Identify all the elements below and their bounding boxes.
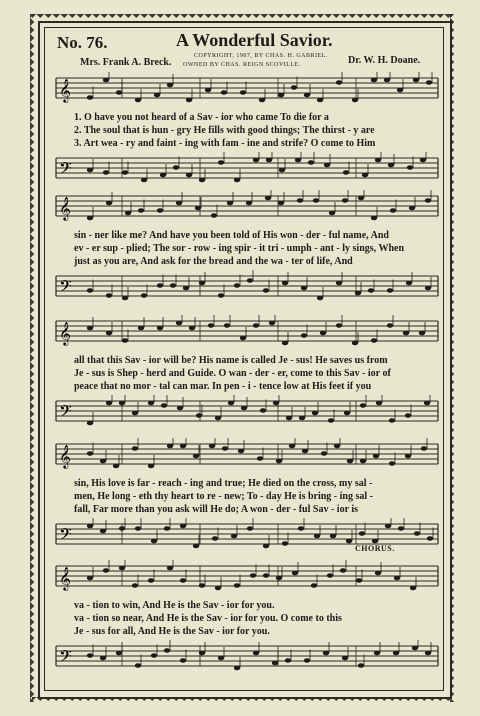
note-head	[317, 296, 323, 301]
note-head	[427, 536, 433, 541]
note-head	[106, 293, 112, 298]
note-head	[425, 286, 431, 291]
note-head	[87, 421, 93, 426]
treble-staff	[52, 72, 440, 106]
note-head	[358, 663, 364, 668]
note-head	[323, 651, 329, 656]
note-head	[113, 464, 119, 469]
note-head	[320, 331, 326, 336]
note-head	[352, 341, 358, 346]
note-head	[87, 576, 93, 581]
note-head	[234, 283, 240, 288]
bass-staff	[52, 270, 440, 304]
note-head	[167, 444, 173, 449]
note-head	[265, 196, 271, 201]
note-head	[135, 526, 141, 531]
note-head	[260, 408, 266, 413]
note-head	[362, 173, 368, 178]
note-head	[87, 95, 93, 100]
note-head	[405, 413, 411, 418]
hymn-title: A Wonderful Savior.	[176, 30, 333, 50]
lyric-line: 2. The soul that is hun - gry He fills with good things; The thirst - y are	[74, 125, 375, 136]
note-head	[407, 165, 413, 170]
lyric-line: va - tion to win, And He is the Sav - ior for you.	[74, 600, 275, 611]
lyric-line: just as you are, And ask for the bread and the wa - ter of life, And	[74, 256, 353, 267]
note-head	[387, 288, 393, 293]
note-head	[87, 288, 93, 293]
note-head	[161, 403, 167, 408]
note-head	[103, 568, 109, 573]
note-head	[346, 539, 352, 544]
note-head	[116, 651, 122, 656]
note-head	[173, 165, 179, 170]
note-head	[321, 451, 327, 456]
note-head	[355, 291, 361, 296]
note-head	[180, 524, 186, 529]
note-head	[240, 90, 246, 95]
lyric-line: Je - sus for all, And He is the Sav - ior for you.	[74, 626, 270, 637]
note-head	[347, 459, 353, 464]
note-head	[103, 78, 109, 83]
note-head	[371, 338, 377, 343]
note-head	[327, 573, 333, 578]
note-head	[138, 326, 144, 331]
note-head	[328, 418, 334, 423]
note-head	[359, 531, 365, 536]
note-head	[301, 286, 307, 291]
note-head	[183, 286, 189, 291]
note-head	[317, 98, 323, 103]
note-head	[278, 201, 284, 206]
owner-line: OWNED BY CHAS. REIGN SCOVILLE.	[183, 62, 301, 68]
note-head	[151, 653, 157, 658]
note-head	[148, 401, 154, 406]
border-ornament-right	[450, 14, 456, 702]
note-head	[398, 526, 404, 531]
note-head	[409, 206, 415, 211]
note-head	[302, 449, 308, 454]
note-head	[279, 168, 285, 173]
note-head	[405, 454, 411, 459]
note-head	[234, 583, 240, 588]
bass-staff	[52, 395, 440, 429]
note-head	[180, 444, 186, 449]
note-head	[135, 98, 141, 103]
lyric-line: all that this Sav - ior will be? His name is called Je - sus! He saves us from	[74, 355, 388, 366]
note-head	[291, 85, 297, 90]
note-head	[100, 529, 106, 534]
note-head	[138, 208, 144, 213]
note-head	[263, 573, 269, 578]
note-head	[154, 93, 160, 98]
note-head	[122, 296, 128, 301]
note-head	[122, 170, 128, 175]
clef-symbol: 𝄞	[59, 196, 71, 220]
note-head	[119, 401, 125, 406]
note-head	[282, 341, 288, 346]
note-head	[212, 536, 218, 541]
note-head	[132, 411, 138, 416]
note-head	[385, 524, 391, 529]
note-head	[180, 578, 186, 583]
note-head	[157, 283, 163, 288]
note-head	[87, 653, 93, 658]
note-head	[199, 583, 205, 588]
note-head	[375, 158, 381, 163]
note-head	[272, 661, 278, 666]
note-head	[308, 160, 314, 165]
composer-credit: Dr. W. H. Doane.	[348, 55, 421, 66]
note-head	[289, 444, 295, 449]
clef-symbol: 𝄞	[59, 78, 71, 102]
note-head	[222, 446, 228, 451]
note-head	[372, 539, 378, 544]
clef-symbol: 𝄢	[59, 276, 72, 300]
clef-symbol: 𝄢	[59, 646, 72, 670]
note-head	[403, 331, 409, 336]
note-head	[371, 78, 377, 83]
note-head	[221, 90, 227, 95]
note-head	[344, 411, 350, 416]
note-head	[342, 656, 348, 661]
lyric-line: men, He long - eth thy heart to re - new; To - day He is bring - ing sal -	[74, 491, 373, 502]
note-head	[425, 651, 431, 656]
note-head	[253, 158, 259, 163]
note-head	[205, 88, 211, 93]
note-head	[247, 278, 253, 283]
border-ornament-bottom	[32, 697, 452, 703]
note-head	[393, 651, 399, 656]
note-head	[209, 444, 215, 449]
note-head	[227, 201, 233, 206]
note-head	[406, 281, 412, 286]
note-head	[100, 459, 106, 464]
note-head	[360, 459, 366, 464]
note-head	[312, 411, 318, 416]
note-head	[119, 566, 125, 571]
note-head	[247, 526, 253, 531]
note-head	[228, 401, 234, 406]
note-head	[360, 403, 366, 408]
note-head	[253, 651, 259, 656]
note-head	[342, 198, 348, 203]
note-head	[282, 541, 288, 546]
note-head	[299, 416, 305, 421]
note-head	[426, 80, 432, 85]
note-head	[340, 568, 346, 573]
clef-symbol: 𝄞	[59, 321, 71, 345]
clef-symbol: 𝄢	[59, 158, 72, 182]
note-head	[135, 663, 141, 668]
lyric-line: 3. Art wea - ry and faint - ing with fam - ine and strife? O come to Him	[74, 138, 376, 149]
note-head	[352, 98, 358, 103]
note-head	[119, 526, 125, 531]
note-head	[285, 658, 291, 663]
note-head	[176, 321, 182, 326]
note-head	[238, 449, 244, 454]
note-head	[420, 158, 426, 163]
note-head	[132, 446, 138, 451]
note-head	[387, 323, 393, 328]
note-head	[241, 406, 247, 411]
note-head	[330, 534, 336, 539]
note-head	[266, 158, 272, 163]
note-head	[234, 666, 240, 671]
chorus-label: CHORUS.	[355, 544, 395, 553]
note-head	[170, 283, 176, 288]
note-head	[394, 576, 400, 581]
note-head	[295, 158, 301, 163]
note-head	[141, 178, 147, 183]
note-head	[246, 201, 252, 206]
note-head	[282, 281, 288, 286]
note-head	[276, 576, 282, 581]
note-head	[412, 646, 418, 651]
note-head	[311, 583, 317, 588]
note-head	[356, 578, 362, 583]
note-head	[125, 211, 131, 216]
note-head	[374, 651, 380, 656]
clef-symbol: 𝄢	[59, 524, 72, 548]
note-head	[177, 406, 183, 411]
note-head	[253, 323, 259, 328]
note-head	[164, 648, 170, 653]
note-head	[257, 456, 263, 461]
note-head	[199, 178, 205, 183]
note-head	[157, 326, 163, 331]
note-head	[176, 201, 182, 206]
note-head	[106, 401, 112, 406]
note-head	[424, 401, 430, 406]
bass-staff	[52, 640, 440, 674]
note-head	[336, 281, 342, 286]
note-head	[167, 566, 173, 571]
note-head	[87, 524, 93, 529]
note-head	[301, 333, 307, 338]
note-head	[218, 160, 224, 165]
note-head	[371, 216, 377, 221]
lyric-line: va - tion so near, And He is the Sav - ior for you. O come to this	[74, 613, 342, 624]
note-head	[343, 170, 349, 175]
note-head	[413, 78, 419, 83]
note-head	[336, 80, 342, 85]
note-head	[276, 459, 282, 464]
note-head	[368, 288, 374, 293]
note-head	[186, 98, 192, 103]
note-head	[397, 88, 403, 93]
note-head	[208, 323, 214, 328]
note-head	[218, 656, 224, 661]
note-head	[389, 418, 395, 423]
note-head	[421, 446, 427, 451]
treble-staff	[52, 315, 440, 349]
note-head	[195, 206, 201, 211]
note-head	[292, 571, 298, 576]
note-head	[186, 173, 192, 178]
note-head	[298, 526, 304, 531]
note-head	[273, 401, 279, 406]
note-head	[106, 201, 112, 206]
note-head	[87, 451, 93, 456]
note-head	[419, 331, 425, 336]
note-head	[215, 586, 221, 591]
treble-staff	[52, 438, 440, 472]
note-head	[376, 401, 382, 406]
hymn-number: No. 76.	[57, 33, 108, 52]
clef-symbol: 𝄢	[59, 401, 72, 425]
note-head	[157, 208, 163, 213]
note-head	[196, 413, 202, 418]
note-head	[193, 544, 199, 549]
note-head	[324, 163, 330, 168]
note-head	[425, 198, 431, 203]
note-head	[132, 583, 138, 588]
note-head	[231, 534, 237, 539]
note-head	[148, 464, 154, 469]
treble-staff	[52, 190, 440, 224]
note-head	[410, 586, 416, 591]
note-head	[263, 544, 269, 549]
note-head	[388, 163, 394, 168]
note-head	[259, 98, 265, 103]
note-head	[103, 170, 109, 175]
clef-symbol: 𝄞	[59, 566, 71, 590]
clef-symbol: 𝄞	[59, 444, 71, 468]
note-head	[87, 216, 93, 221]
note-head	[329, 211, 335, 216]
note-head	[224, 323, 230, 328]
lyric-line: sin, His love is far - reach - ing and true; He died on the cross, my sal -	[74, 478, 373, 489]
note-head	[390, 208, 396, 213]
note-head	[199, 651, 205, 656]
note-head	[314, 534, 320, 539]
note-head	[215, 416, 221, 421]
note-head	[193, 454, 199, 459]
note-head	[250, 573, 256, 578]
note-head	[336, 323, 342, 328]
note-head	[151, 539, 157, 544]
bass-staff	[52, 152, 440, 186]
note-head	[218, 293, 224, 298]
lyric-line: peace that no mor - tal can mar. In pen - i - tence low at His feet if you	[74, 381, 372, 392]
note-head	[87, 168, 93, 173]
note-head	[180, 658, 186, 663]
lyric-line: Je - sus is Shep - herd and Guide. O wan - der - er, come to this Sav - ior of	[74, 368, 391, 379]
note-head	[160, 173, 166, 178]
border-ornament-left	[30, 14, 36, 702]
note-head	[414, 531, 420, 536]
note-head	[304, 93, 310, 98]
border-ornament-top	[32, 14, 452, 20]
note-head	[148, 578, 154, 583]
note-head	[122, 338, 128, 343]
note-head	[240, 336, 246, 341]
note-head	[304, 658, 310, 663]
note-head	[358, 196, 364, 201]
note-head	[199, 281, 205, 286]
note-head	[87, 326, 93, 331]
note-head	[313, 198, 319, 203]
note-head	[278, 93, 284, 98]
note-head	[141, 293, 147, 298]
treble-staff	[52, 560, 440, 594]
note-head	[189, 326, 195, 331]
note-head	[211, 213, 217, 218]
note-head	[389, 461, 395, 466]
note-head	[263, 288, 269, 293]
lyric-line: sin - ner like me? And have you been told of His won - der - ful name, And	[74, 230, 389, 241]
lyric-line: ev - er sup - plied; The sor - row - ing spir - it tri - umph - ant - ly sings, When	[74, 243, 405, 254]
note-head	[384, 78, 390, 83]
note-head	[269, 321, 275, 326]
note-head	[297, 198, 303, 203]
note-head	[164, 526, 170, 531]
note-head	[106, 331, 112, 336]
note-head	[167, 83, 173, 88]
lyric-line: 1. O have you not heard of a Sav - ior who came To die for a	[74, 112, 329, 123]
author-credit: Mrs. Frank A. Breck.	[80, 57, 172, 68]
note-head	[373, 454, 379, 459]
copyright-line: COPYRIGHT, 1907, BY CHAS. H. GABRIEL.	[194, 53, 328, 59]
note-head	[286, 416, 292, 421]
note-head	[116, 90, 122, 95]
note-head	[234, 178, 240, 183]
lyric-line: fall, Far more than you ask will He do; A won - der - ful Sav - ior is	[74, 504, 358, 515]
note-head	[375, 571, 381, 576]
note-head	[334, 444, 340, 449]
note-head	[100, 656, 106, 661]
